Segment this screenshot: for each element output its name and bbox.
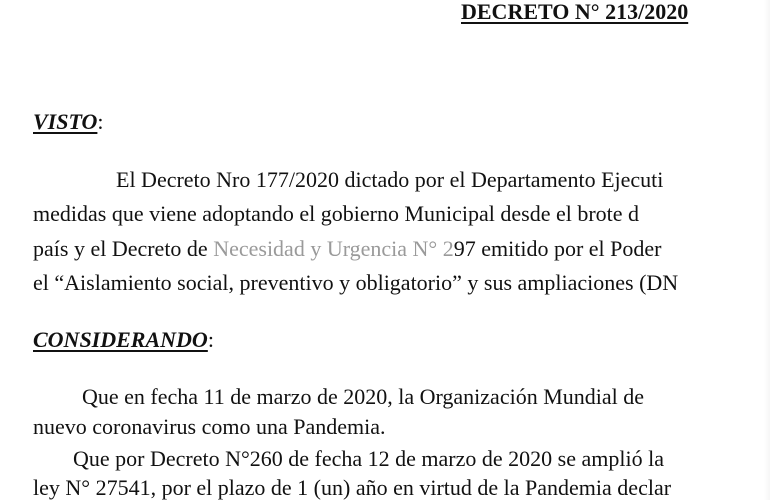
- considerando-line-3: Que por Decreto N°260 de fecha 12 de marzo de 2020 se amplió la: [73, 446, 664, 471]
- visto-line-3: [33, 236, 661, 262]
- visto-line-3-start: país y el Decreto de: [33, 236, 214, 261]
- visto-line-2: medidas que viene adoptando el gobierno Municipal desde el brote d: [33, 201, 640, 226]
- considerando-line-1: Que en fecha 11 de marzo de 2020, la Organización Mundial de: [82, 384, 645, 409]
- visto-heading: [33, 109, 104, 135]
- considerando-heading-text: CONSIDERANDO: [33, 327, 208, 352]
- considerando-line-4: ley N° 27541, por el plazo de 1 (un) año en virtud de la Pandemia declar: [33, 475, 672, 500]
- decree-title: DECRETO N° 213/2020: [461, 0, 689, 24]
- considerando-heading: [33, 327, 214, 353]
- visto-line-4: el “Aislamiento social, preventivo y obligatorio” y sus ampliaciones (DN: [33, 270, 679, 295]
- visto-heading-colon: :: [97, 109, 104, 134]
- visto-line-1: El Decreto Nro 177/2020 dictado por el Departamento Ejecuti: [116, 167, 664, 192]
- considerando-line-2: nuevo coronavirus como una Pandemia.: [33, 414, 386, 439]
- visto-line-3-end: 97 emitido por el Poder: [453, 236, 662, 261]
- considerando-heading-colon: :: [207, 327, 214, 352]
- visto-heading-text: VISTO: [33, 109, 98, 134]
- visto-line-3-faded: Necesidad y Urgencia N° 2: [213, 236, 454, 261]
- page-right-edge: [764, 0, 770, 500]
